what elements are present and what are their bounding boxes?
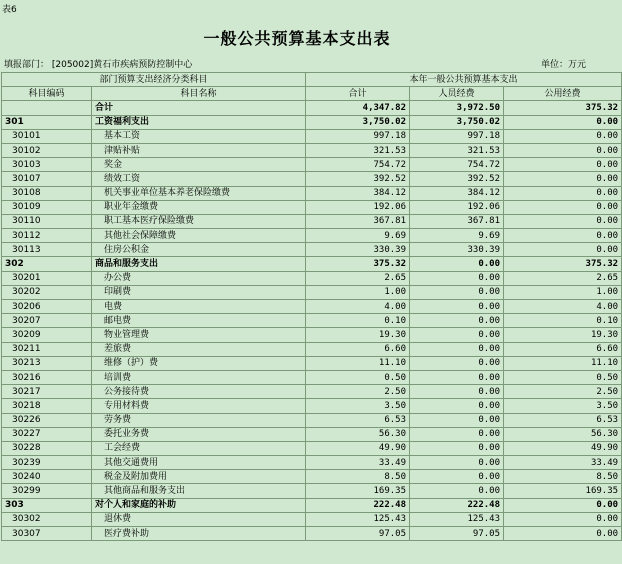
cell-personnel: 0.00 bbox=[410, 413, 504, 427]
table-row bbox=[2, 441, 622, 455]
sheet-tag: 表6 bbox=[2, 5, 17, 15]
table-row bbox=[2, 172, 622, 186]
cell-public: 49.90 bbox=[504, 441, 622, 455]
cell-code: 30302 bbox=[2, 512, 92, 526]
cell-public: 19.30 bbox=[504, 328, 622, 342]
cell-name: 专用材料费 bbox=[92, 399, 306, 413]
cell-total: 392.52 bbox=[306, 172, 410, 186]
cell-code: 30108 bbox=[2, 186, 92, 200]
cell-total: 321.53 bbox=[306, 143, 410, 157]
cell-public: 0.00 bbox=[504, 200, 622, 214]
table-row bbox=[2, 470, 622, 484]
cell-total: 0.50 bbox=[306, 370, 410, 384]
cell-code: 30240 bbox=[2, 470, 92, 484]
cell-personnel: 3,972.50 bbox=[410, 101, 504, 115]
cell-total: 222.48 bbox=[306, 498, 410, 512]
cell-code: 30228 bbox=[2, 441, 92, 455]
cell-code: 30226 bbox=[2, 413, 92, 427]
cell-public: 0.00 bbox=[504, 512, 622, 526]
cell-code: 30209 bbox=[2, 328, 92, 342]
cell-name: 机关事业单位基本养老保险缴费 bbox=[92, 186, 306, 200]
cell-name: 委托业务费 bbox=[92, 427, 306, 441]
cell-code: 30239 bbox=[2, 456, 92, 470]
cell-total: 2.65 bbox=[306, 271, 410, 285]
table-row bbox=[2, 527, 622, 541]
cell-code: 30113 bbox=[2, 243, 92, 257]
header-personnel: 人员经费 bbox=[410, 87, 504, 101]
table-row bbox=[2, 498, 622, 512]
cell-personnel: 0.00 bbox=[410, 441, 504, 455]
cell-personnel: 97.05 bbox=[410, 527, 504, 541]
cell-public: 0.00 bbox=[504, 129, 622, 143]
cell-total: 4,347.82 bbox=[306, 101, 410, 115]
table-row bbox=[2, 385, 622, 399]
cell-public: 0.10 bbox=[504, 314, 622, 328]
cell-personnel: 125.43 bbox=[410, 512, 504, 526]
cell-personnel: 754.72 bbox=[410, 158, 504, 172]
cell-name: 合计 bbox=[92, 101, 306, 115]
cell-name: 差旅费 bbox=[92, 342, 306, 356]
cell-name: 工资福利支出 bbox=[92, 115, 306, 129]
cell-name: 其他交通费用 bbox=[92, 456, 306, 470]
cell-personnel: 997.18 bbox=[410, 129, 504, 143]
table-row bbox=[2, 271, 622, 285]
cell-total: 2.50 bbox=[306, 385, 410, 399]
cell-total: 33.49 bbox=[306, 456, 410, 470]
cell-code: 30206 bbox=[2, 300, 92, 314]
cell-personnel: 392.52 bbox=[410, 172, 504, 186]
table-row bbox=[2, 115, 622, 129]
table-row bbox=[2, 285, 622, 299]
cell-personnel: 0.00 bbox=[410, 285, 504, 299]
cell-public: 0.00 bbox=[504, 115, 622, 129]
cell-public: 3.50 bbox=[504, 399, 622, 413]
table-row bbox=[2, 413, 622, 427]
cell-code: 30227 bbox=[2, 427, 92, 441]
table-row bbox=[2, 512, 622, 526]
table-row bbox=[2, 200, 622, 214]
unit-label: 单位：万元 bbox=[541, 60, 587, 70]
cell-total: 9.69 bbox=[306, 229, 410, 243]
cell-name: 其他商品和服务支出 bbox=[92, 484, 306, 498]
cell-code: 30110 bbox=[2, 214, 92, 228]
table-row bbox=[2, 484, 622, 498]
cell-personnel: 0.00 bbox=[410, 484, 504, 498]
cell-personnel: 0.00 bbox=[410, 314, 504, 328]
cell-personnel: 9.69 bbox=[410, 229, 504, 243]
cell-code: 30216 bbox=[2, 370, 92, 384]
cell-code: 30107 bbox=[2, 172, 92, 186]
cell-code: 303 bbox=[2, 498, 92, 512]
table-row bbox=[2, 158, 622, 172]
budget-table bbox=[1, 72, 622, 541]
table-row bbox=[2, 356, 622, 370]
cell-name: 印刷费 bbox=[92, 285, 306, 299]
cell-public: 6.53 bbox=[504, 413, 622, 427]
cell-total: 367.81 bbox=[306, 214, 410, 228]
cell-total: 6.53 bbox=[306, 413, 410, 427]
cell-name: 住房公积金 bbox=[92, 243, 306, 257]
cell-total: 997.18 bbox=[306, 129, 410, 143]
cell-public: 11.10 bbox=[504, 356, 622, 370]
page-title: 一般公共预算基本支出表 bbox=[203, 29, 391, 48]
cell-personnel: 330.39 bbox=[410, 243, 504, 257]
cell-code: 30213 bbox=[2, 356, 92, 370]
cell-public: 0.00 bbox=[504, 243, 622, 257]
cell-total: 192.06 bbox=[306, 200, 410, 214]
cell-name: 邮电费 bbox=[92, 314, 306, 328]
cell-name: 工会经费 bbox=[92, 441, 306, 455]
cell-personnel: 321.53 bbox=[410, 143, 504, 157]
cell-personnel: 0.00 bbox=[410, 385, 504, 399]
cell-name: 培训费 bbox=[92, 370, 306, 384]
cell-total: 375.32 bbox=[306, 257, 410, 271]
cell-code: 30211 bbox=[2, 342, 92, 356]
table-row bbox=[2, 257, 622, 271]
cell-public: 4.00 bbox=[504, 300, 622, 314]
header-code: 科目编码 bbox=[2, 87, 92, 101]
cell-name: 税金及附加费用 bbox=[92, 470, 306, 484]
table-row bbox=[2, 143, 622, 157]
cell-code: 30201 bbox=[2, 271, 92, 285]
cell-code: 30207 bbox=[2, 314, 92, 328]
cell-code: 30218 bbox=[2, 399, 92, 413]
cell-personnel: 0.00 bbox=[410, 427, 504, 441]
cell-public: 0.00 bbox=[504, 143, 622, 157]
cell-personnel: 384.12 bbox=[410, 186, 504, 200]
cell-public: 0.00 bbox=[504, 172, 622, 186]
cell-public: 56.30 bbox=[504, 427, 622, 441]
cell-name: 其他社会保障缴费 bbox=[92, 229, 306, 243]
header-public: 公用经费 bbox=[504, 87, 622, 101]
cell-public: 169.35 bbox=[504, 484, 622, 498]
cell-name: 电费 bbox=[92, 300, 306, 314]
cell-total: 1.00 bbox=[306, 285, 410, 299]
table-row bbox=[2, 129, 622, 143]
cell-code bbox=[2, 101, 92, 115]
cell-personnel: 0.00 bbox=[410, 342, 504, 356]
cell-name: 对个人和家庭的补助 bbox=[92, 498, 306, 512]
table-row bbox=[2, 314, 622, 328]
cell-code: 30102 bbox=[2, 143, 92, 157]
cell-name: 奖金 bbox=[92, 158, 306, 172]
cell-total: 11.10 bbox=[306, 356, 410, 370]
table-row bbox=[2, 427, 622, 441]
table-row bbox=[2, 342, 622, 356]
cell-personnel: 0.00 bbox=[410, 470, 504, 484]
cell-public: 8.50 bbox=[504, 470, 622, 484]
table-row bbox=[2, 300, 622, 314]
cell-code: 30103 bbox=[2, 158, 92, 172]
table-row bbox=[2, 186, 622, 200]
cell-public: 375.32 bbox=[504, 101, 622, 115]
table-row bbox=[2, 214, 622, 228]
cell-name: 津贴补贴 bbox=[92, 143, 306, 157]
table-row bbox=[2, 370, 622, 384]
cell-personnel: 3,750.02 bbox=[410, 115, 504, 129]
table-body bbox=[2, 101, 622, 541]
cell-name: 维修（护）费 bbox=[92, 356, 306, 370]
cell-personnel: 0.00 bbox=[410, 257, 504, 271]
cell-name: 劳务费 bbox=[92, 413, 306, 427]
cell-code: 30202 bbox=[2, 285, 92, 299]
cell-name: 物业管理费 bbox=[92, 328, 306, 342]
cell-total: 4.00 bbox=[306, 300, 410, 314]
table-row bbox=[2, 101, 622, 115]
cell-public: 0.00 bbox=[504, 214, 622, 228]
cell-personnel: 0.00 bbox=[410, 399, 504, 413]
cell-name: 办公费 bbox=[92, 271, 306, 285]
cell-total: 6.60 bbox=[306, 342, 410, 356]
cell-total: 3,750.02 bbox=[306, 115, 410, 129]
cell-total: 754.72 bbox=[306, 158, 410, 172]
cell-name: 医疗费补助 bbox=[92, 527, 306, 541]
table-row bbox=[2, 243, 622, 257]
header-total: 合计 bbox=[306, 87, 410, 101]
header-group-basic-expenditure: 本年一般公共预算基本支出 bbox=[306, 73, 622, 87]
department-label: 填报部门： [205002]黄石市疾病预防控制中心 bbox=[4, 60, 193, 70]
cell-public: 2.50 bbox=[504, 385, 622, 399]
cell-personnel: 192.06 bbox=[410, 200, 504, 214]
header-name: 科目名称 bbox=[92, 87, 306, 101]
cell-code: 30217 bbox=[2, 385, 92, 399]
cell-total: 56.30 bbox=[306, 427, 410, 441]
cell-total: 125.43 bbox=[306, 512, 410, 526]
cell-public: 0.00 bbox=[504, 229, 622, 243]
cell-total: 169.35 bbox=[306, 484, 410, 498]
cell-personnel: 0.00 bbox=[410, 271, 504, 285]
cell-total: 8.50 bbox=[306, 470, 410, 484]
cell-name: 基本工资 bbox=[92, 129, 306, 143]
table-row bbox=[2, 456, 622, 470]
cell-name: 退休费 bbox=[92, 512, 306, 526]
cell-total: 330.39 bbox=[306, 243, 410, 257]
table-row bbox=[2, 328, 622, 342]
cell-code: 301 bbox=[2, 115, 92, 129]
cell-total: 19.30 bbox=[306, 328, 410, 342]
cell-code: 302 bbox=[2, 257, 92, 271]
cell-personnel: 0.00 bbox=[410, 356, 504, 370]
cell-name: 职工基本医疗保险缴费 bbox=[92, 214, 306, 228]
cell-total: 97.05 bbox=[306, 527, 410, 541]
table-row bbox=[2, 229, 622, 243]
cell-public: 2.65 bbox=[504, 271, 622, 285]
cell-personnel: 367.81 bbox=[410, 214, 504, 228]
cell-total: 384.12 bbox=[306, 186, 410, 200]
cell-personnel: 0.00 bbox=[410, 328, 504, 342]
cell-public: 6.60 bbox=[504, 342, 622, 356]
cell-personnel: 0.00 bbox=[410, 370, 504, 384]
cell-total: 3.50 bbox=[306, 399, 410, 413]
header-group-classification: 部门预算支出经济分类科目 bbox=[2, 73, 306, 87]
cell-personnel: 0.00 bbox=[410, 456, 504, 470]
cell-name: 职业年金缴费 bbox=[92, 200, 306, 214]
cell-personnel: 0.00 bbox=[410, 300, 504, 314]
cell-public: 0.00 bbox=[504, 527, 622, 541]
cell-public: 0.00 bbox=[504, 498, 622, 512]
cell-public: 33.49 bbox=[504, 456, 622, 470]
table-row bbox=[2, 399, 622, 413]
cell-personnel: 222.48 bbox=[410, 498, 504, 512]
cell-code: 30112 bbox=[2, 229, 92, 243]
cell-public: 0.50 bbox=[504, 370, 622, 384]
cell-total: 49.90 bbox=[306, 441, 410, 455]
cell-name: 绩效工资 bbox=[92, 172, 306, 186]
cell-public: 0.00 bbox=[504, 158, 622, 172]
cell-public: 1.00 bbox=[504, 285, 622, 299]
cell-code: 30299 bbox=[2, 484, 92, 498]
cell-code: 30307 bbox=[2, 527, 92, 541]
cell-public: 0.00 bbox=[504, 186, 622, 200]
cell-public: 375.32 bbox=[504, 257, 622, 271]
cell-name: 公务接待费 bbox=[92, 385, 306, 399]
cell-total: 0.10 bbox=[306, 314, 410, 328]
cell-code: 30109 bbox=[2, 200, 92, 214]
cell-name: 商品和服务支出 bbox=[92, 257, 306, 271]
cell-code: 30101 bbox=[2, 129, 92, 143]
